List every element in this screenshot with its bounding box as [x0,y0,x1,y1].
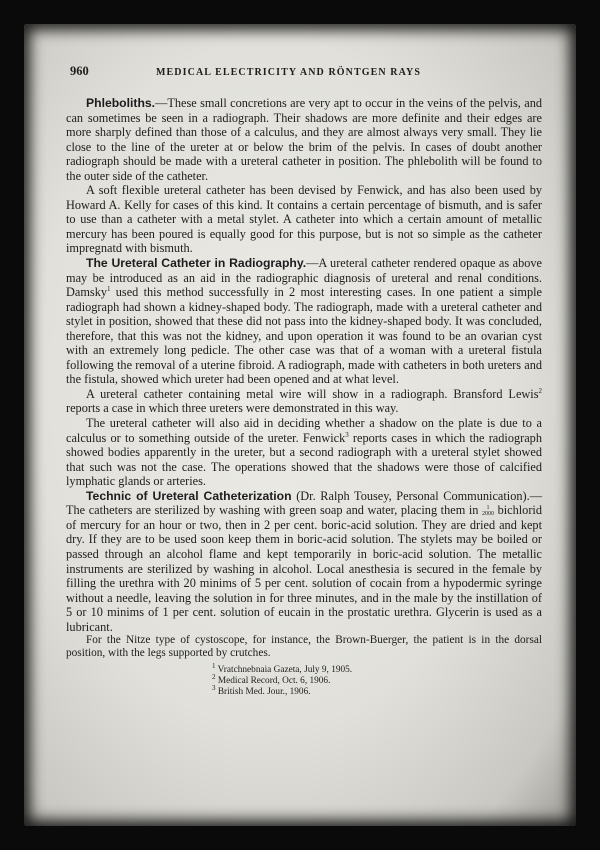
footnote-ref: 3 [345,430,349,439]
fraction-denominator: 2000 [482,511,495,518]
heading-ureteral-catheter-radiography: The Ureteral Catheter in Radiography. [86,256,307,271]
paragraph-text: reports cases in which the radiograph showed bodies apparently in the ureter, but a second radiograph with a ureteral stylet showed that such was not the case. The operations showed that the shadows were those of calcified lymphatic glands or arteries. [66,430,542,489]
fraction [482,505,494,517]
footnote-text: Vratchnebnaia Gazeta, July 9, 1905. [215,664,353,675]
paragraph-text: —The catheters are sterilized by washing with green soap and water, placing them in [66,488,542,518]
heading-technic: Technic of Ureteral Catheterization [86,488,292,503]
paragraph-text: For the Nitze type of cystoscope, for instance, the Brown-Buerger, the patient is in the dorsal position, with the legs supported by crutches. [66,634,542,660]
footnote [212,661,542,676]
footnotes [212,661,542,698]
credit-text: (Dr. Ralph Tousey, Personal Communication). [291,488,530,503]
footnote-text: British Med. Jour., 1906. [215,686,311,697]
paragraph-text: reports a case in which three ureters were demonstrated in this way. [66,401,399,416]
page-content [66,64,542,698]
footnote-number: 1 [212,661,216,670]
paragraph-shadow-diagnosis [66,416,542,489]
paragraph-bismuth-catheter [66,183,542,256]
paragraph-metal-wire [66,387,542,416]
page-header [66,64,542,84]
footnote-text: Medical Record, Oct. 6, 1906. [215,675,331,686]
footnote [212,683,542,698]
footnote-number: 2 [212,672,216,681]
paragraph-technic [66,489,542,634]
fraction-numerator: 1 [486,505,490,512]
paragraph-text: used this method successfully in 2 most interesting cases. In one patient a simple radiograph had shown a kidney-shaped body. The radiograph, made with a ureteral catheter and stylet in position, showed that these did not pass into the kidney-shaped body. It was concluded, therefore, that this was not the kidney, and upon operation it was found to be an ovarian cyst with an extremely long pedicle. The other case was that of a woman with a ureteral fistula following the removal of a uterine fibroid. A radiograph, made with catheters in both ureters and the fistula, showed which ureter had been opened and at what level. [66,285,542,387]
paragraph-ureteral-catheter-radiography [66,256,542,387]
book-page [24,24,576,826]
page-number: 960 [70,64,89,78]
paragraph-nitze [66,634,542,660]
paragraph-text: A soft flexible ureteral catheter has been devised by Fenwick, and has also been used by Howard A. Kelly for cases of this kind. It contains a certain percentage of bismuth, and is safer to use than a catheter with a metal stylet. A catheter into which a certain amount of metallic mercury has been poured is equally good for this purpose, but is not so simple as the catheter impregnatd with bismuth. [66,183,542,256]
paragraph-text: The ureteral catheter will also aid in deciding whether a shadow on the plate is due to a calculus or to something outside of the ureter. Fenwick [66,416,542,445]
paragraph-text: —These small concretions are very apt to occur in the veins of the pelvis, and can sometimes be seen in a radiograph. Their shadows are more definite and their edges are more sharply defined than those of a calculus, and they are almost always very small. They lie close to the line of the ureter at or below the brim of the pelvis. In cases of doubt another radiograph should be made with a ureteral catheter in position. The phlebolith will be found to the outer side of the catheter. [66,96,542,183]
paragraph-text: bichlorid of mercury for an hour or two, then in 2 per cent. boric-acid solution. They are dried and kept dry. If they are to be used soon keep them in boric-acid solution. The stylets may be boiled or passed through an alcohol flame and kept temporarily in boric-acid solution. The metallic instruments are sterilized by washing in alcohol. Local anesthesia is secured in the female by filling the urethra with 20 minims of 5 per cent. solution of cocain from a hypodermic syringe without a needle, leaving the solution in for three minutes, and in the male by the instillation of 5 or 10 minims of 1 per cent. solution of eucain in the prostatic urethra. Glycerin is used as a lubricant. [66,503,542,634]
footnote [212,672,542,687]
paragraph-text: —A ureteral catheter rendered opaque as above may be introduced as an aid in the radiographic diagnosis of ureteral and renal conditions. Damsky [66,256,542,300]
paragraph-text: A ureteral catheter containing metal wire will show in a radiograph. Bransford Lewis [86,386,539,401]
footnote-number: 3 [212,683,216,692]
footnote-ref: 2 [538,386,542,395]
paragraph-phleboliths [66,96,542,183]
body-text [66,96,542,634]
closing-text [66,634,542,660]
running-head: MEDICAL ELECTRICITY AND RÖNTGEN RAYS [156,67,422,78]
heading-phleboliths: Phleboliths. [86,96,156,110]
footnote-ref: 1 [107,285,111,294]
